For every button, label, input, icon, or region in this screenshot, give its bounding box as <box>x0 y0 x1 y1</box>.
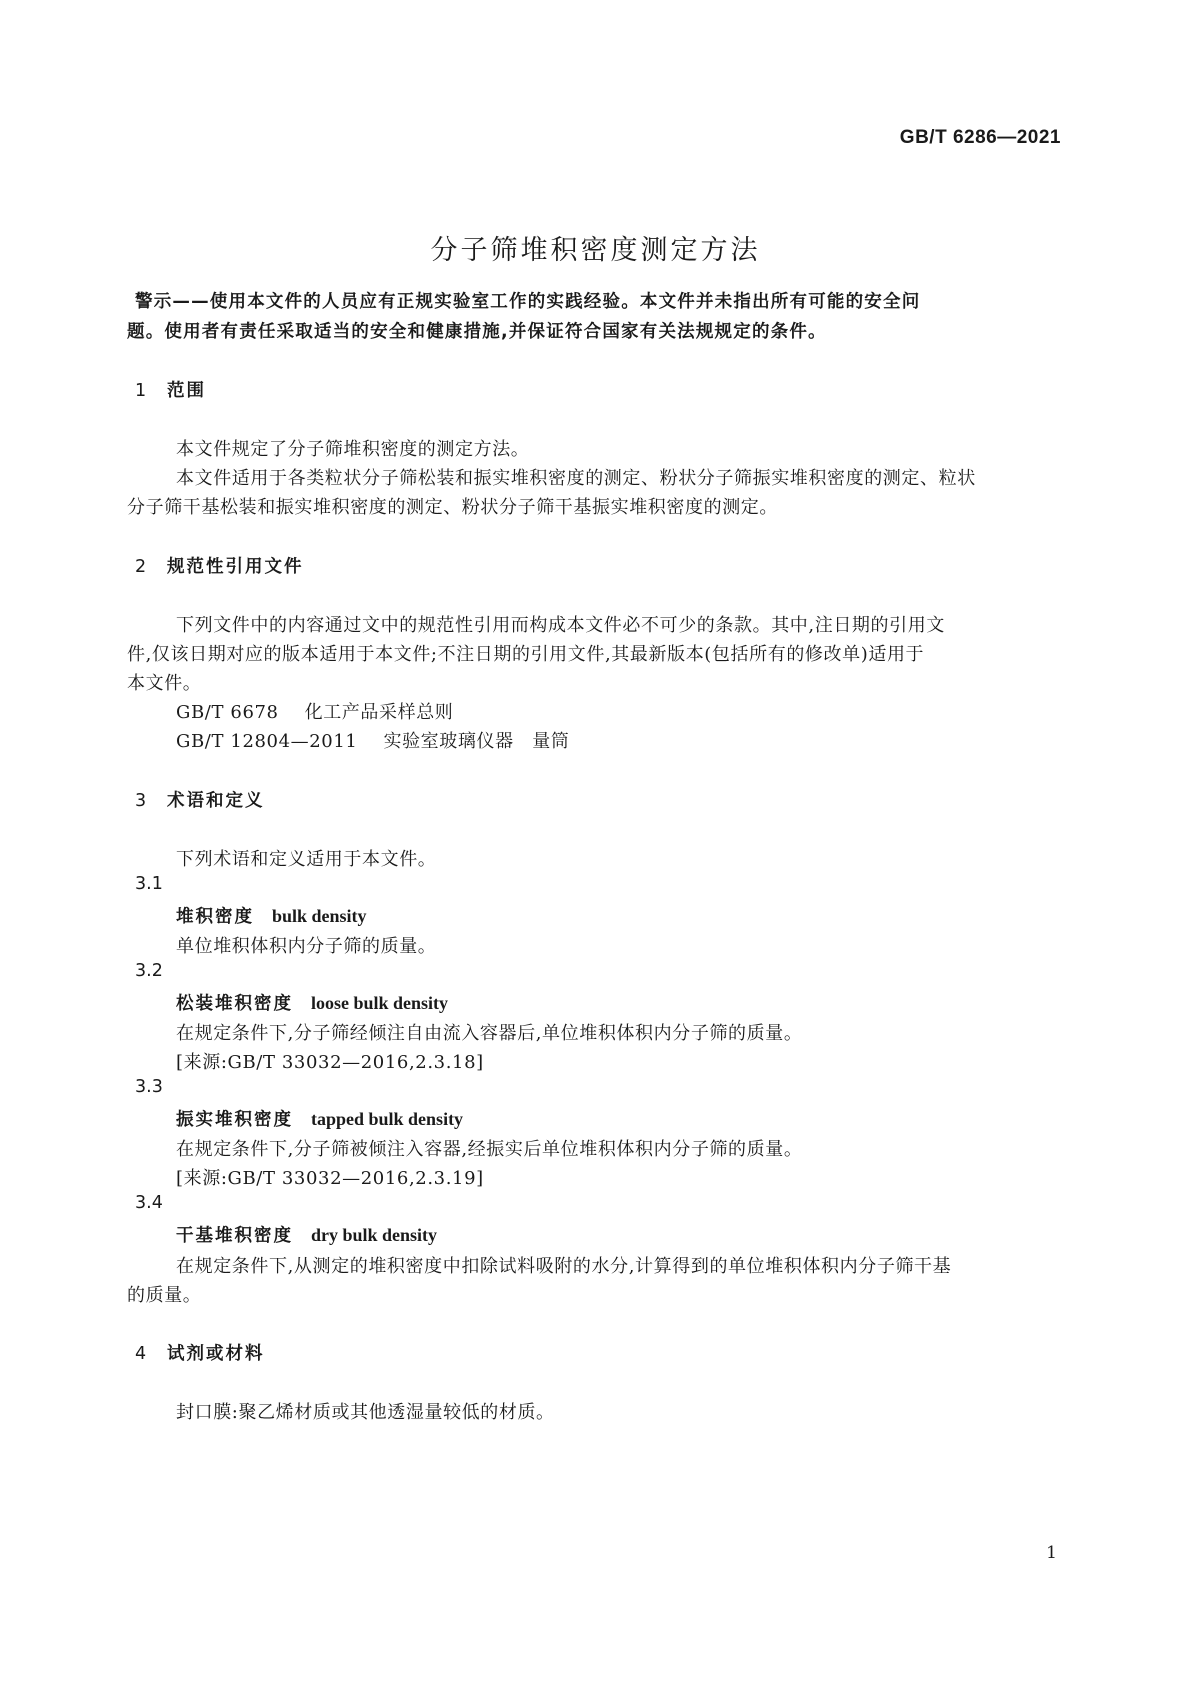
paragraph-line: 件,仅该日期对应的版本适用于本文件;不注日期的引用文件,其最新版本(包括所有的修改单)适用于 <box>127 644 925 665</box>
term-definition: 单位堆积体积内分子筛的质量。 <box>176 936 437 957</box>
reference-code: GB/T 12804—2011 <box>176 731 358 752</box>
term-definition: 在规定条件下,分子筛被倾注入容器,经振实后单位堆积体积内分子筛的质量。 <box>176 1139 803 1160</box>
section-1-heading <box>135 377 206 402</box>
term-name-zh: 干基堆积密度 <box>176 1226 293 1246</box>
reference-title: 化工产品采样总则 <box>304 702 454 723</box>
term-name-en: loose bulk density <box>311 993 449 1013</box>
term-definition-line: 的质量。 <box>127 1285 202 1306</box>
term-name-en: bulk density <box>272 906 367 926</box>
paragraph-line: 本文件。 <box>127 673 202 694</box>
section-number: 2 <box>135 557 147 577</box>
term-number: 3.3 <box>135 1077 163 1097</box>
paragraph: 本文件规定了分子筛堆积密度的测定方法。 <box>176 439 530 460</box>
term-name <box>176 1106 463 1131</box>
section-number: 1 <box>135 381 147 401</box>
paragraph-line: 分子筛干基松装和振实堆积密度的测定、粉状分子筛干基振实堆积密度的测定。 <box>127 497 778 518</box>
reference-item <box>176 727 1098 753</box>
term-name-zh: 堆积密度 <box>176 907 254 927</box>
term-name <box>176 903 367 928</box>
term-name <box>176 1222 437 1247</box>
section-title: 术语和定义 <box>167 791 265 811</box>
term-source: [来源:GB/T 33032—2016,2.3.19] <box>176 1168 484 1189</box>
section-title: 试剂或材料 <box>167 1344 265 1364</box>
paragraph: 封口膜:聚乙烯材质或其他透湿量较低的材质。 <box>176 1402 555 1423</box>
section-2-heading <box>135 553 304 578</box>
term-name-zh: 振实堆积密度 <box>176 1110 293 1130</box>
term-number: 3.4 <box>135 1193 163 1213</box>
term-name-en: tapped bulk density <box>311 1109 464 1129</box>
term-source: [来源:GB/T 33032—2016,2.3.18] <box>176 1052 484 1073</box>
warning-line-2: 题。使用者有责任采取适当的安全和健康措施,并保证符合国家有关法规规定的条件。 <box>127 322 827 342</box>
reference-code: GB/T 6678 <box>176 702 279 723</box>
section-title: 规范性引用文件 <box>167 557 304 577</box>
term-name-zh: 松装堆积密度 <box>176 994 293 1014</box>
page-number: 1 <box>1046 1543 1057 1563</box>
reference-item <box>176 698 1098 724</box>
warning-line-1: 警示——使用本文件的人员应有正规实验室工作的实践经验。本文件并未指出所有可能的安全问 <box>135 292 921 312</box>
paragraph: 下列术语和定义适用于本文件。 <box>176 849 437 870</box>
term-definition: 在规定条件下,分子筛经倾注自由流入容器后,单位堆积体积内分子筛的质量。 <box>176 1023 803 1044</box>
standard-number: GB/T 6286—2021 <box>899 127 1061 148</box>
section-number: 4 <box>135 1344 147 1364</box>
paragraph-line: 下列文件中的内容通过文中的规范性引用而构成本文件必不可少的条款。其中,注日期的引用文 <box>176 615 945 636</box>
paragraph-line: 本文件适用于各类粒状分子筛松装和振实堆积密度的测定、粉状分子筛振实堆积密度的测定、粒状 <box>176 468 976 489</box>
section-3-heading <box>135 787 265 812</box>
term-number: 3.2 <box>135 961 163 981</box>
term-definition-line: 在规定条件下,从测定的堆积密度中扣除试料吸附的水分,计算得到的单位堆积体积内分子筛干基 <box>176 1256 952 1277</box>
reference-title: 实验室玻璃仪器 量筒 <box>383 731 570 752</box>
section-4-heading <box>135 1340 265 1365</box>
section-title: 范围 <box>167 381 206 401</box>
term-name-en: dry bulk density <box>311 1225 438 1245</box>
term-number: 3.1 <box>135 874 163 894</box>
term-name <box>176 990 448 1015</box>
document-title: 分子筛堆积密度测定方法 <box>430 235 761 266</box>
section-number: 3 <box>135 791 147 811</box>
